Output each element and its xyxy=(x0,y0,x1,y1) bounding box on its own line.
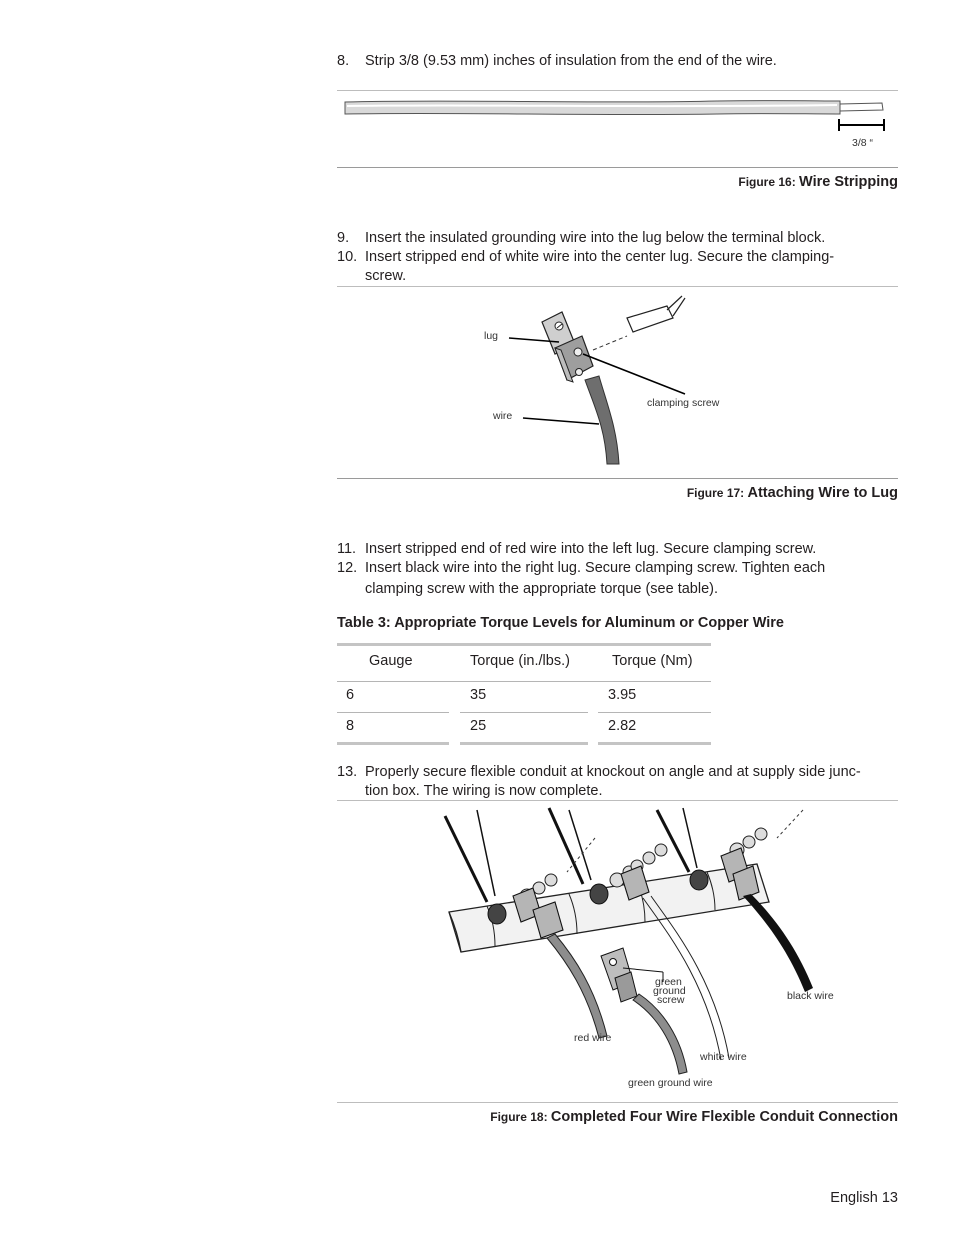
step-8 xyxy=(337,52,898,72)
table-bottom-rule xyxy=(337,742,449,745)
table-cell-torque-inlbs: 25 xyxy=(470,718,487,734)
table-cell-torque-nm: 3.95 xyxy=(608,687,637,703)
table-cell-torque-nm: 2.82 xyxy=(608,718,637,734)
step-text: Strip 3/8 (9.53 mm) inches of insulation from the end of the wire. xyxy=(365,53,777,69)
page-footer-label: English 13 xyxy=(830,1190,898,1206)
figure-17-top-rule xyxy=(337,286,898,287)
figure-17-bottom-rule xyxy=(337,478,898,479)
figure-title: Attaching Wire to Lug xyxy=(747,485,898,501)
green-ground-screw-label-line3: screw xyxy=(657,994,685,1006)
step-text: Insert black wire into the right lug. Secure clamping screw. Tighten each xyxy=(365,560,826,576)
table-row-rule xyxy=(337,712,449,713)
table-bottom-rule xyxy=(598,742,711,745)
step-text: Insert stripped end of white wire into the center lug. Secure the clamping- xyxy=(365,249,835,265)
step-11 xyxy=(337,540,898,560)
figure-prefix: Figure 18: xyxy=(490,1110,551,1124)
table-row-rule xyxy=(460,712,588,713)
table-row-rule xyxy=(598,712,711,713)
dimension-label: 3/8 “ xyxy=(852,137,874,149)
figure-title: Completed Four Wire Flexible Conduit Connection xyxy=(550,1109,898,1125)
step-text: Properly secure flexible conduit at knockout on angle and at supply side junc- xyxy=(365,764,861,780)
table-cell-gauge: 6 xyxy=(346,687,355,703)
red-wire-label: red wire xyxy=(574,1032,612,1044)
figure-18-bottom-rule xyxy=(337,1102,898,1103)
step-10 xyxy=(337,248,898,288)
step-number: 10. xyxy=(337,249,358,265)
table-header-torque-inlbs: Torque (in./lbs.) xyxy=(470,653,570,669)
figure-18-top-rule xyxy=(337,800,898,801)
table-header-rule xyxy=(337,681,711,682)
green-ground-screw-label-line1: green xyxy=(655,976,682,988)
step-13 xyxy=(337,763,898,803)
step-12 xyxy=(337,559,898,601)
step-text: Insert stripped end of red wire into the left lug. Secure clamping screw. xyxy=(365,541,817,557)
table-header-torque-nm: Torque (Nm) xyxy=(612,653,693,669)
table-title: Table 3: Appropriate Torque Levels for Aluminum or Copper Wire xyxy=(337,615,785,631)
figure-17-caption xyxy=(687,484,898,502)
step-text-continued: screw. xyxy=(365,268,407,284)
figure-16-caption xyxy=(738,173,898,191)
table-top-rule xyxy=(337,643,711,646)
figure-16-wire-stripping-illustration xyxy=(337,92,898,164)
figure-18-caption xyxy=(490,1108,898,1126)
figure-prefix: Figure 17: xyxy=(686,486,748,500)
green-ground-screw-label-line2: ground xyxy=(653,985,686,997)
step-text-continued: clamping screw with the appropriate torque (see table). xyxy=(365,581,719,597)
table-cell-gauge: 8 xyxy=(346,718,355,734)
step-text-continued: tion box. The wiring is now complete. xyxy=(365,783,603,799)
black-wire-label: black wire xyxy=(787,990,834,1002)
lug-label: lug xyxy=(484,330,499,342)
figure-18-conduit-connection-illustration xyxy=(337,802,898,1100)
step-number: 8. xyxy=(337,53,350,69)
wire-label: wire xyxy=(493,410,513,422)
step-number: 12. xyxy=(337,560,358,576)
white-wire-label: white wire xyxy=(700,1051,747,1063)
green-ground-wire-label: green ground wire xyxy=(628,1077,713,1089)
step-number: 9. xyxy=(337,230,350,246)
table-cell-torque-inlbs: 35 xyxy=(470,687,487,703)
step-9 xyxy=(337,229,898,249)
step-number: 13. xyxy=(337,764,358,780)
figure-17-attaching-wire-illustration xyxy=(337,288,898,476)
step-text: Insert the insulated grounding wire into the lug below the terminal block. xyxy=(365,230,826,246)
figure-prefix: Figure 16: xyxy=(738,175,800,189)
figure-title: Wire Stripping xyxy=(799,174,898,190)
step-number: 11. xyxy=(337,541,357,557)
figure-16-bottom-rule xyxy=(337,167,898,168)
table-bottom-rule xyxy=(460,742,588,745)
clamping-screw-label: clamping screw xyxy=(647,397,720,409)
table-header-gauge: Gauge xyxy=(369,653,413,669)
figure-16-top-rule xyxy=(337,90,898,91)
